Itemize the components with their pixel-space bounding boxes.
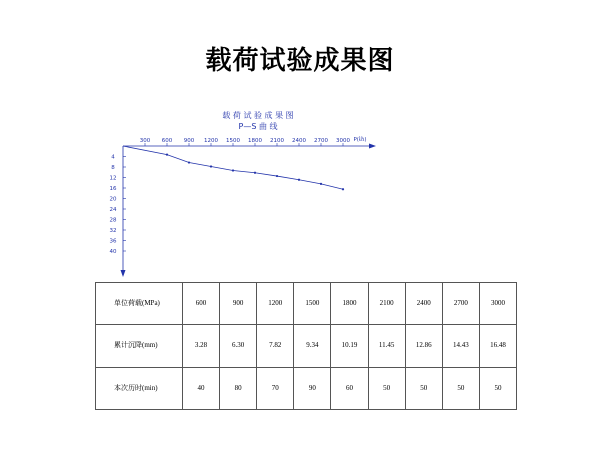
x-tick-label: 2400 xyxy=(292,138,306,144)
x-tick-label: 2700 xyxy=(314,138,328,144)
table-cell: 60 xyxy=(331,367,368,409)
x-tick-label: 3000 xyxy=(336,138,350,144)
chart-subtitle: P—S 曲 线 xyxy=(238,122,278,131)
data-point xyxy=(254,172,256,174)
table-cell: 50 xyxy=(479,367,516,409)
y-tick-label: 36 xyxy=(109,238,117,245)
data-point xyxy=(342,188,344,190)
table-cell: 70 xyxy=(257,367,294,409)
y-tick-label: 40 xyxy=(109,249,117,255)
slide-title: 载荷试验成果图 xyxy=(205,46,395,76)
x-tick-label: 1200 xyxy=(204,138,218,144)
row-header: 累计沉降(mm) xyxy=(96,325,183,367)
x-tick-label: 900 xyxy=(183,138,195,144)
table-cell: 7.82 xyxy=(257,325,294,367)
load-test-table xyxy=(95,282,517,410)
table-cell: 1500 xyxy=(294,283,331,325)
y-axis-arrow xyxy=(121,270,126,277)
chart-axes xyxy=(121,135,377,277)
data-point xyxy=(320,183,322,185)
table-cell: 80 xyxy=(220,367,257,409)
y-tick-label: 20 xyxy=(109,196,117,203)
y-tick-label: 8 xyxy=(111,165,115,171)
table-cell: 2400 xyxy=(405,283,442,325)
y-tick-label: 28 xyxy=(109,217,117,224)
table-cell: 50 xyxy=(368,367,405,409)
table-row xyxy=(96,283,517,325)
y-tick-label: 4 xyxy=(111,154,115,161)
table-cell: 9.34 xyxy=(294,325,331,367)
y-tick-label: 16 xyxy=(109,186,117,192)
y-axis-ticks xyxy=(110,155,127,256)
table-cell: 3.28 xyxy=(183,325,220,367)
x-tick-label: 1800 xyxy=(248,138,262,144)
data-point xyxy=(188,161,190,163)
series-group xyxy=(123,146,344,190)
data-point xyxy=(210,165,212,167)
x-tick-label: 1500 xyxy=(226,138,240,144)
x-axis-arrow xyxy=(369,144,376,149)
data-point xyxy=(298,179,300,181)
data-point xyxy=(276,175,278,177)
table-cell: 1800 xyxy=(331,283,368,325)
table-cell: 40 xyxy=(183,367,220,409)
table-cell: 1200 xyxy=(257,283,294,325)
table-cell: 10.19 xyxy=(331,325,368,367)
table-cell: 2100 xyxy=(368,283,405,325)
y-tick-label: 32 xyxy=(109,228,117,234)
table-cell: 50 xyxy=(442,367,479,409)
table-cell: 11.45 xyxy=(368,325,405,367)
table-row xyxy=(96,367,517,409)
table-cell: 600 xyxy=(183,283,220,325)
table-cell: 3000 xyxy=(479,283,516,325)
row-header: 单位荷载(MPa) xyxy=(96,283,183,325)
x-axis-unit-label: P(㎪) xyxy=(353,137,367,143)
table-cell: 90 xyxy=(294,367,331,409)
series-line xyxy=(123,146,343,189)
y-tick-label: 12 xyxy=(109,175,117,182)
data-point xyxy=(232,169,234,171)
table-cell: 2700 xyxy=(442,283,479,325)
chart-title: 载 荷 试 验 成 果 图 xyxy=(222,111,294,120)
x-tick-label: 600 xyxy=(161,138,173,144)
x-tick-label: 2100 xyxy=(270,138,284,144)
table-row xyxy=(96,325,517,367)
table-cell: 6.30 xyxy=(220,325,257,367)
x-axis-ticks xyxy=(140,138,351,146)
data-point xyxy=(166,154,168,156)
table-cell: 14.43 xyxy=(442,325,479,367)
table-cell: 16.48 xyxy=(479,325,516,367)
table-cell: 12.86 xyxy=(405,325,442,367)
row-header: 本次历时(min) xyxy=(96,367,183,409)
y-tick-label: 24 xyxy=(109,207,117,213)
table-cell: 900 xyxy=(220,283,257,325)
table-cell: 50 xyxy=(405,367,442,409)
x-tick-label: 300 xyxy=(139,138,151,144)
